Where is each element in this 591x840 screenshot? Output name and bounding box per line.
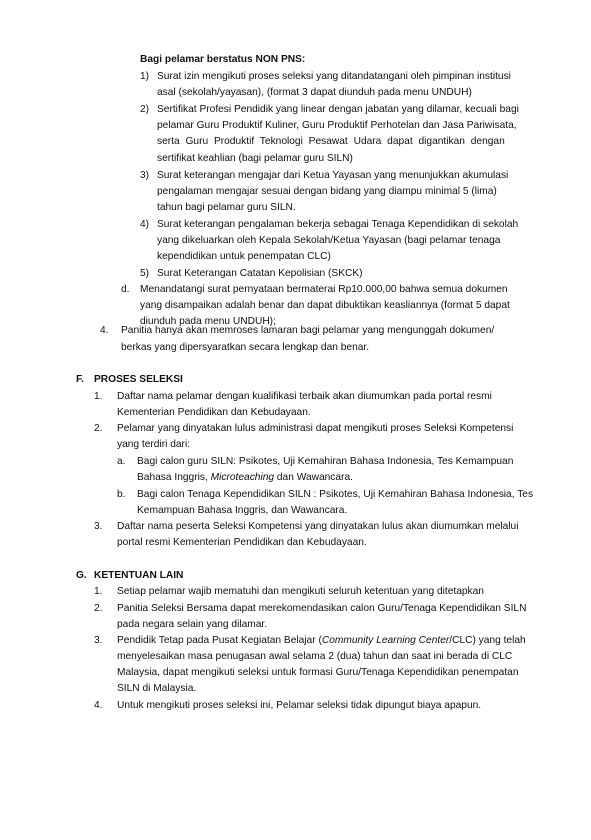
section-f-item-3-number: 3. <box>94 521 103 532</box>
section-g-item-4-number: 4. <box>94 700 103 711</box>
section-f-letter: F. <box>76 374 84 385</box>
non-pns-item-4-number: 4) <box>140 219 150 230</box>
item-d-letter: d. <box>121 284 130 295</box>
section-f-item-1-line: Kementerian Pendidikan dan Kebudayaan. <box>117 407 311 418</box>
item-d-line: Menandatangi surat pernyataan bermaterai Rp10.000,00 bahwa semua dokumen <box>140 284 508 295</box>
section-f-item-3-line: portal resmi Kementerian Pendidikan dan Kebudayaan. <box>117 537 367 548</box>
section-f-item-2-number: 2. <box>94 423 103 434</box>
non-pns-item-2-number: 2) <box>140 104 150 115</box>
section-f-item-2-line: yang terdiri dari: <box>117 439 191 450</box>
section-f-item-1-number: 1. <box>94 391 103 402</box>
section-f-sub-a-text: dan Wawancara. <box>274 472 353 483</box>
section-f-sub-b-line: Bagi calon Tenaga Kependidikan SILN : Psikotes, Uji Kemahiran Bahasa Indonesia, Tes <box>137 489 534 500</box>
non-pns-item-1-line: Surat izin mengikuti proses seleksi yang ditandatangani oleh pimpinan institusi <box>157 71 511 82</box>
non-pns-item-3-line: Surat keterangan mengajar dari Ketua Yayasan yang menunjukkan akumulasi <box>157 170 509 181</box>
non-pns-item-5-number: 5) <box>140 268 150 279</box>
section-f-sub-b-line: Kemampuan Bahasa Inggris, dan Wawancara. <box>137 505 348 516</box>
non-pns-item-3-number: 3) <box>140 170 150 181</box>
section-g-item-2-number: 2. <box>94 603 103 614</box>
non-pns-item-4-line: Surat keterangan pengalaman bekerja sebagai Tenaga Kependidikan di sekolah <box>157 219 519 230</box>
item-d-line: yang disampaikan adalah benar dan dapat dibuktikan keasliannya (format 5 dapat <box>140 300 510 311</box>
non-pns-item-1-number: 1) <box>140 71 150 82</box>
section-g-item-1-line: Setiap pelamar wajib mematuhi dan mengikuti seluruh ketentuan yang ditetapkan <box>117 586 484 597</box>
section-g-item-3-line <box>117 633 526 650</box>
non-pns-item-4-line: kependidikan untuk penempatan CLC) <box>157 251 331 262</box>
section-f-title: PROSES SELEKSI <box>94 374 183 385</box>
section-g-item-4-line: Untuk mengikuti proses seleksi ini, Pelamar seleksi tidak dipungut biaya apapun. <box>117 700 482 711</box>
section-g-item-3-text: /CLC) yang telah <box>449 635 526 646</box>
section-f-sub-b-letter: b. <box>117 489 126 500</box>
section-g-letter: G. <box>76 570 87 581</box>
section-f-sub-a-emphasis: Microteaching <box>210 472 275 483</box>
section-g-item-2-line: pada negara selain yang dilamar. <box>117 619 268 630</box>
non-pns-item-2-line: pelamar Guru Produktif Kuliner, Guru Produktif Perhotelan dan Jasa Pariwisata, <box>157 120 517 131</box>
section-g-item-1-number: 1. <box>94 586 103 597</box>
non-pns-item-3-line: pengalaman mengajar sesuai dengan bidang yang diampu minimal 5 (lima) <box>157 186 497 197</box>
section-g-item-3-text: Pendidik Tetap pada Pusat Kegiatan Belajar ( <box>117 635 322 646</box>
section-f-sub-a-line: Bagi calon guru SILN: Psikotes, Uji Kemahiran Bahasa Indonesia, Tes Kemampuan <box>137 456 514 467</box>
section-f-item-1-line: Daftar nama pelamar dengan kualifikasi terbaik akan diumumkan pada portal resmi <box>117 391 492 402</box>
item-4-line: berkas yang dipersyaratkan secara lengkap dan benar. <box>121 342 370 353</box>
section-g-item-3-line: menyelesaikan masa penugasan awal selama 2 (dua) tahun dan saat ini berada di CLC <box>117 651 513 662</box>
section-f-item-2-line: Pelamar yang dinyatakan lulus administrasi dapat mengikuti proses Seleksi Kompetensi <box>117 423 514 434</box>
section-g-item-3-line: SILN di Malaysia. <box>117 683 197 694</box>
section-g-item-3-emphasis: Community Learning Center <box>321 635 450 646</box>
non-pns-item-3-line: tahun bagi pelamar guru SILN. <box>157 202 296 213</box>
section-f-item-3-line: Daftar nama peserta Seleksi Kompetensi yang dinyatakan lulus akan diumumkan melalui <box>117 521 519 532</box>
non-pns-heading: Bagi pelamar berstatus NON PNS: <box>140 54 306 65</box>
section-f-sub-a-text: Bahasa Inggris, <box>137 472 211 483</box>
non-pns-item-2-line: Sertifikat Profesi Pendidik yang linear dengan jabatan yang dilamar, kecuali bagi <box>157 104 519 115</box>
section-g-title: KETENTUAN LAIN <box>94 570 184 581</box>
section-f-sub-a-line <box>137 470 353 487</box>
section-f-sub-a-letter: a. <box>117 456 126 467</box>
section-g-item-3-number: 3. <box>94 635 103 646</box>
non-pns-item-2-line: serta Guru Produktif Teknologi Pesawat Udara dapat digantikan dengan <box>157 136 505 147</box>
item-4-line: Panitia hanya akan memroses lamaran bagi pelamar yang mengunggah dokumen/ <box>121 325 495 336</box>
non-pns-item-2-line: sertifikat keahlian (bagi pelamar guru SILN) <box>157 153 353 164</box>
non-pns-item-5-line: Surat Keterangan Catatan Kepolisian (SKCK) <box>157 268 363 279</box>
non-pns-item-4-line: yang dikeluarkan oleh Kepala Sekolah/Ketua Yayasan (bagi pelamar tenaga <box>157 235 501 246</box>
item-d-line: diunduh pada menu UNDUH); <box>140 316 276 327</box>
item-4-number: 4. <box>100 325 109 336</box>
section-g-item-2-line: Panitia Seleksi Bersama dapat merekomendasikan calon Guru/Tenaga Kependidikan SILN <box>117 603 527 614</box>
non-pns-item-1-line: asal (sekolah/yayasan), (format 3 dapat diunduh pada menu UNDUH) <box>157 87 472 98</box>
section-g-item-3-line: Malaysia, dapat mengikuti seleksi untuk formasi Guru/Tenaga Kependidikan penempatan <box>117 667 519 678</box>
